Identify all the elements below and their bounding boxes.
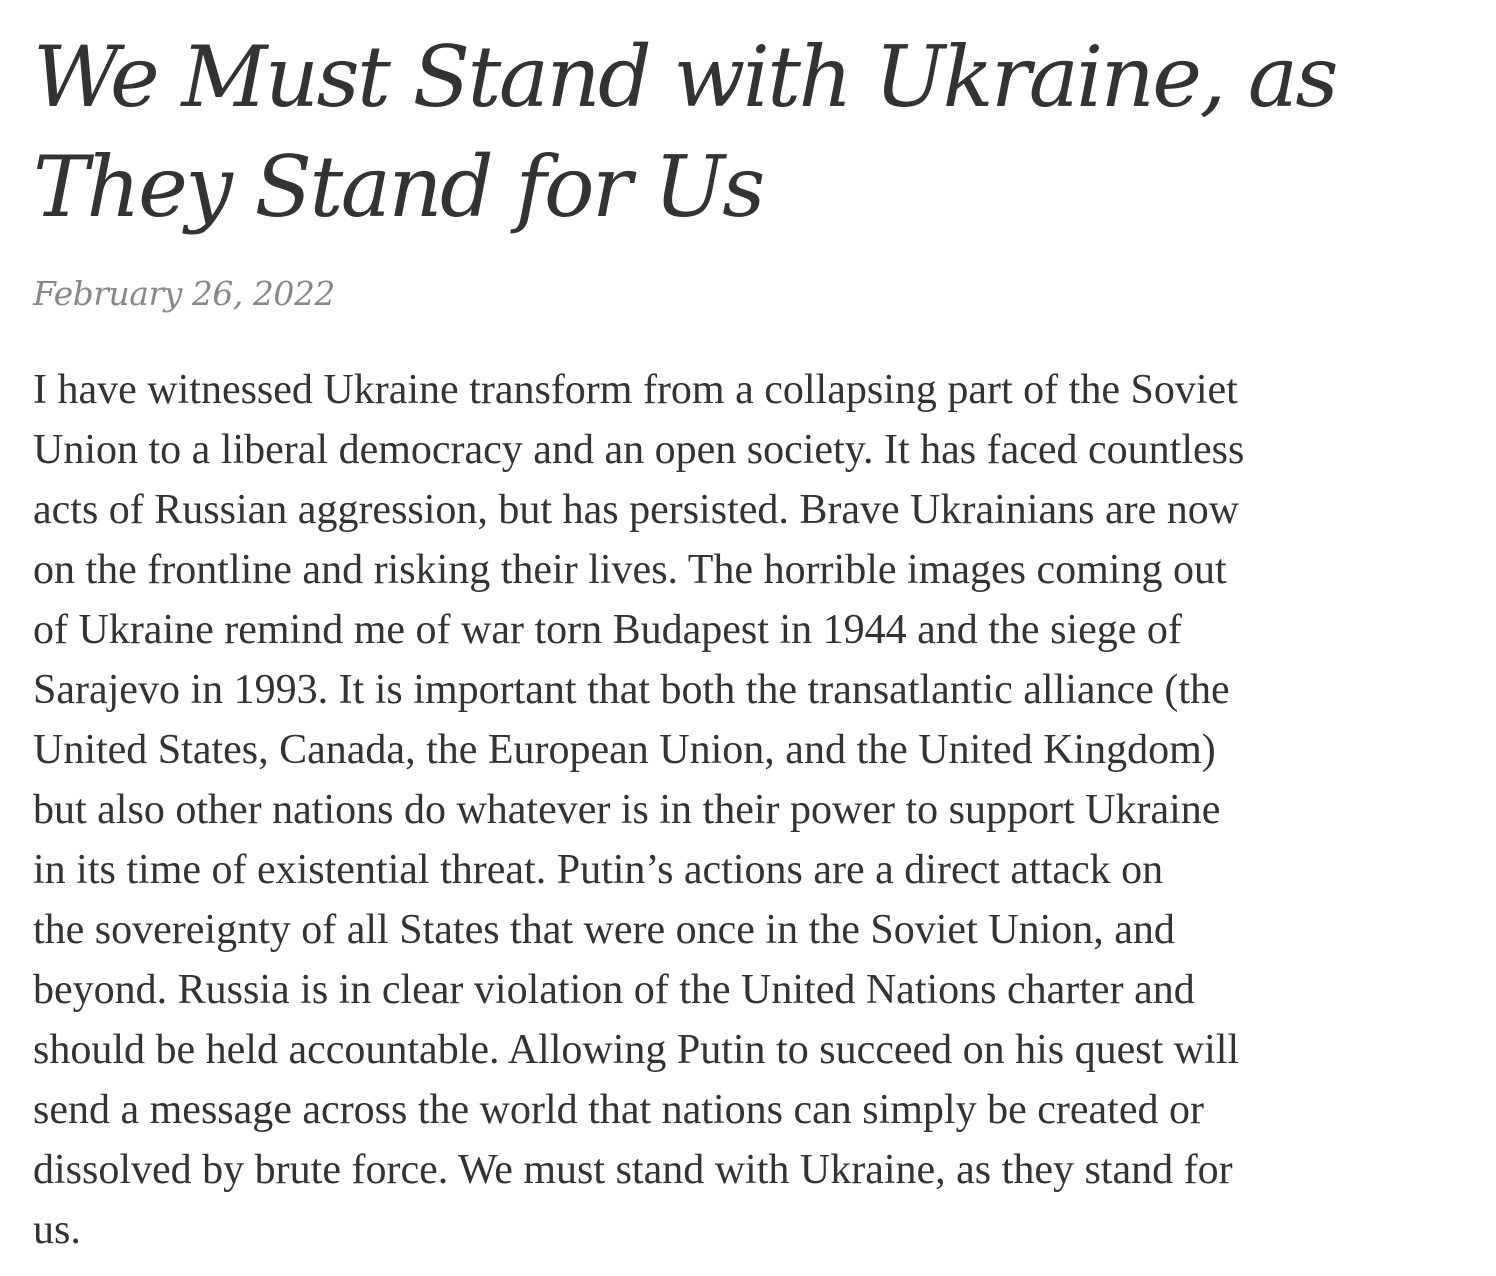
body-line: I have witnessed Ukraine transform from a collapsing part of the Soviet <box>33 367 1238 413</box>
body-line: beyond. Russia is in clear violation of the United Nations charter and <box>33 967 1195 1013</box>
article-date: February 26, 2022 <box>33 274 335 313</box>
body-line: in its time of existential threat. Putin’s actions are a direct attack on <box>33 847 1164 893</box>
article <box>33 0 1473 1253</box>
body-line: should be held accountable. Allowing Putin to succeed on his quest will <box>33 1027 1240 1073</box>
body-line: but also other nations do whatever is in their power to support Ukraine <box>33 787 1221 833</box>
body-line: Sarajevo in 1993. It is important that both the transatlantic alliance (the <box>33 667 1230 713</box>
article-body <box>33 360 1473 1260</box>
body-line: of Ukraine remind me of war torn Budapest in 1944 and the siege of <box>33 607 1182 653</box>
body-line: us. <box>33 1207 81 1253</box>
body-line: acts of Russian aggression, but has persisted. Brave Ukrainians are now <box>33 487 1240 533</box>
body-line: on the frontline and risking their lives. The horrible images coming out <box>33 547 1227 593</box>
body-line: send a message across the world that nations can simply be created or <box>33 1087 1204 1133</box>
body-line: dissolved by brute force. We must stand with Ukraine, as they stand for <box>33 1147 1233 1193</box>
body-line: United States, Canada, the European Union, and the United Kingdom) <box>33 727 1216 773</box>
body-line: the sovereignty of all States that were once in the Soviet Union, and <box>33 907 1175 953</box>
article-title: We Must Stand with Ukraine, as They Stand for Us <box>33 28 1337 236</box>
body-line: Union to a liberal democracy and an open society. It has faced countless <box>33 427 1245 473</box>
